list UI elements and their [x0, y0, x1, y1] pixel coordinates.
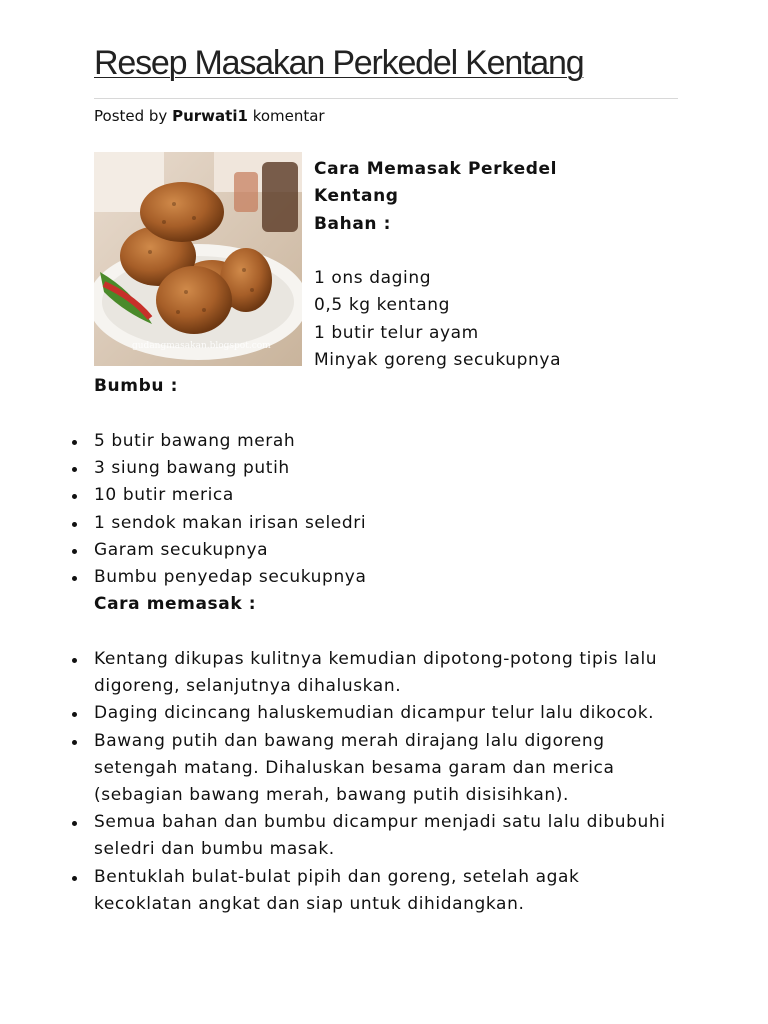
list-item: 1 sendok makan irisan seledri: [70, 510, 680, 537]
posted-by-label: Posted by: [94, 107, 168, 125]
list-item: Daging dicincang haluskemudian dicampur telur lalu dikocok.: [70, 700, 680, 727]
bahan-item: 1 butir telur ayam: [314, 323, 479, 343]
author-link[interactable]: Purwati1: [172, 107, 248, 125]
list-item: Bumbu penyedap secukupnya: [70, 564, 680, 591]
page-title[interactable]: Resep Masakan Perkedel Kentang: [94, 44, 584, 82]
bahan-item: 0,5 kg kentang: [314, 295, 450, 315]
post-byline: [94, 107, 325, 125]
comments-link[interactable]: komentar: [252, 107, 325, 125]
list-item: Bentuklah bulat-bulat pipih dan goreng, setelah agak kecoklatan angkat dan siap untuk dihidangkan.: [70, 864, 680, 918]
cara-label: Cara memasak :: [94, 594, 257, 614]
bumbu-list: [70, 428, 680, 591]
recipe-heading-line-2: Kentang: [314, 186, 399, 206]
cara-list: [70, 646, 680, 918]
bahan-item: 1 ons daging: [314, 268, 432, 288]
bahan-item: Minyak goreng secukupnya: [314, 350, 562, 370]
list-item: Garam secukupnya: [70, 537, 680, 564]
list-item: 3 siung bawang putih: [70, 455, 680, 482]
title-divider: [94, 98, 678, 99]
bumbu-label: Bumbu :: [94, 376, 178, 396]
list-item: Semua bahan dan bumbu dicampur menjadi satu lalu dibubuhi seledri dan bumbu masak.: [70, 809, 680, 863]
recipe-photo: [94, 152, 302, 366]
photo-watermark: gudangmasakan.blogspot.com: [132, 341, 271, 351]
recipe-heading-line-1: Cara Memasak Perkedel: [314, 159, 558, 179]
bahan-label: Bahan :: [314, 214, 392, 234]
list-item: Bawang putih dan bawang merah dirajang lalu digoreng setengah matang. Dihaluskan besama garam dan merica (sebagian bawang merah, bawang putih disisihkan).: [70, 728, 680, 810]
list-item: 10 butir merica: [70, 482, 680, 509]
list-item: 5 butir bawang merah: [70, 428, 680, 455]
list-item: Kentang dikupas kulitnya kemudian dipotong-potong tipis lalu digoreng, selanjutnya dihaluskan.: [70, 646, 680, 700]
